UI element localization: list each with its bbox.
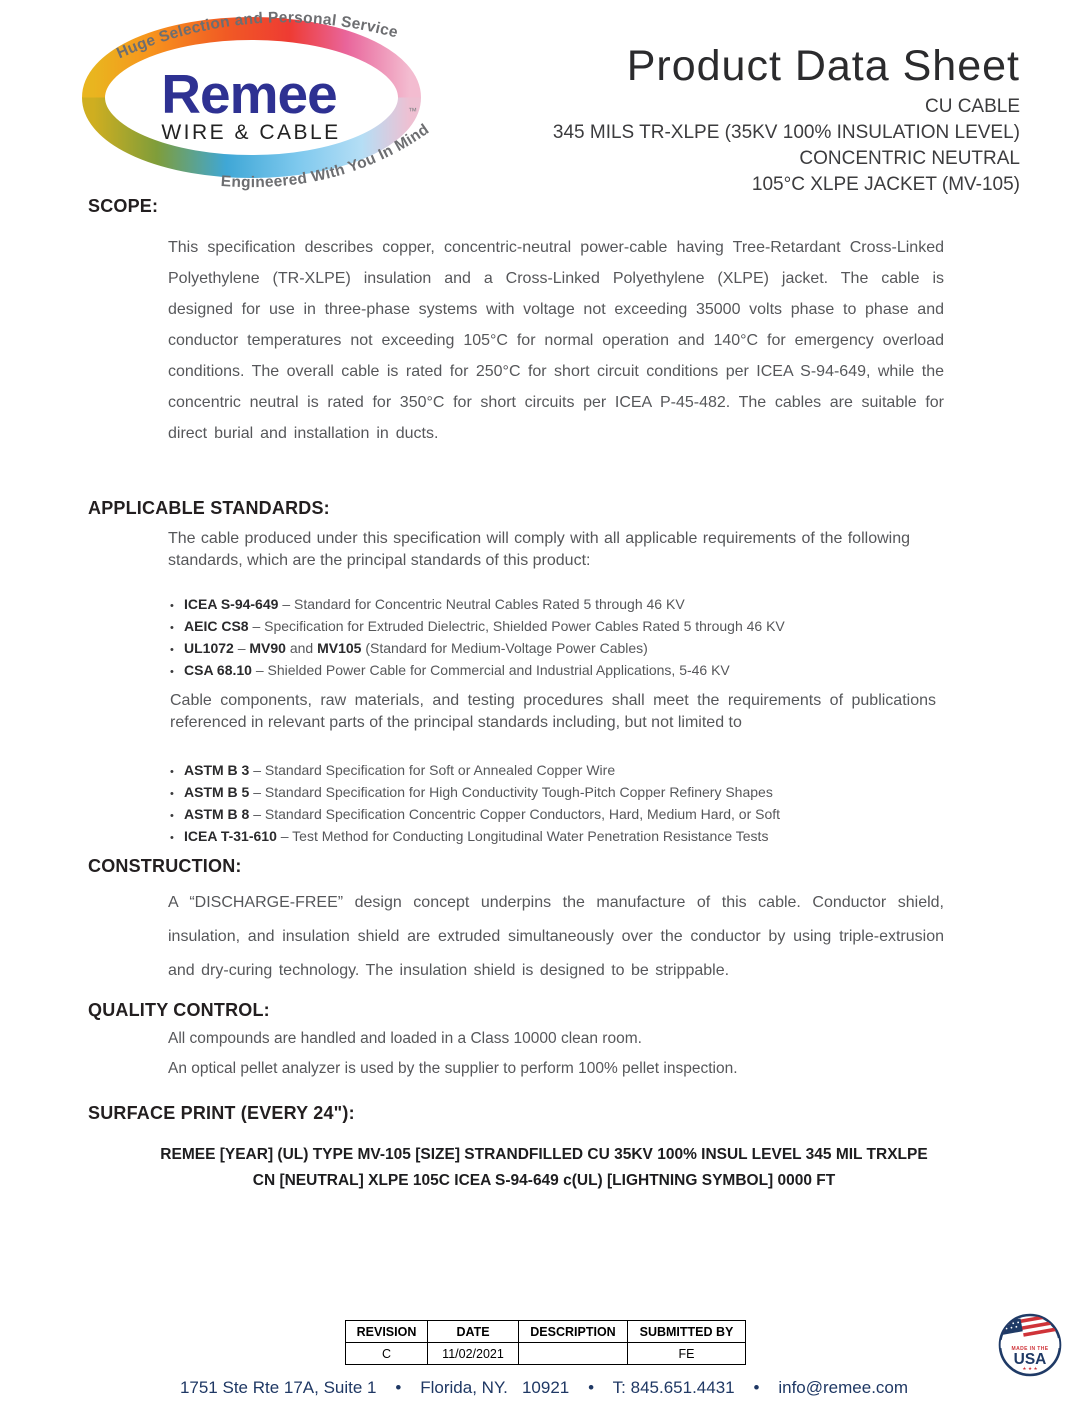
description-cell [519,1343,628,1365]
submitted-by-header-cell: SUBMITTED BY [628,1321,746,1343]
bullet-icon: • [170,600,174,612]
construction-heading: CONSTRUCTION: [88,856,242,876]
list-item: • ASTM B 3 – Standard Specification for Soft or Annealed Copper Wire [170,760,780,782]
badge-made-in-text: MADE IN THE [1011,1346,1049,1352]
page-title: Product Data Sheet [626,42,1020,90]
badge-usa-text: USA [1013,1351,1047,1368]
construction-paragraph: A “DISCHARGE-FREE” design concept underpins the manufacture of this cable. Conductor shield, insulation, and insulation shield are extruded simultaneously over the conductor by using triple-extrusion and dry-curing technology. The insulation shield is designed to be strippable. [168,894,944,979]
standards-list-2 [170,760,780,848]
list-item: • CSA 68.10 – Shielded Power Cable for Commercial and Industrial Applications, 5-46 KV [170,660,785,682]
surface-print-line: REMEE [YEAR] (UL) TYPE MV-105 [SIZE] STRANDFILLED CU 35KV 100% INSUL LEVEL 345 MIL TRXLPE [160,1146,928,1163]
logo-arc-bottom-text: Engineered With You In Mind [220,120,433,192]
logo-brand-text: Remee [161,63,337,125]
quality-heading: QUALITY CONTROL: [88,1000,270,1020]
made-in-usa-badge [997,1312,1063,1378]
list-item: • UL1072 – MV90 and MV105 (Standard for Medium-Voltage Power Cables) [170,638,785,660]
scope-heading: SCOPE: [88,196,159,216]
logo-arc-top-text: Huge Selection and Personal Service [114,9,400,63]
bullet-icon: • [170,832,174,844]
bullet-icon: • [170,666,174,678]
list-item: • ASTM B 5 – Standard Specification for High Conductivity Tough-Pitch Copper Refinery Shapes [170,782,780,804]
bullet-icon: • [170,810,174,822]
subtitle-line: CONCENTRIC NEUTRAL [799,148,1020,169]
surface-print-line: CN [NEUTRAL] XLPE 105C ICEA S-94-649 c(UL) [LIGHTNING SYMBOL] 0000 FT [252,1172,836,1189]
quality-line: An optical pellet analyzer is used by the supplier to perform 100% pellet inspection. [168,1060,738,1077]
submitted-by-cell: FE [628,1343,746,1365]
standards-middle-paragraph: Cable components, raw materials, and testing procedures shall meet the requirements of publications referenced in relevant parts of the principal standards including, but not limited to [170,692,936,731]
revision-cell: C [346,1343,428,1365]
title-block [460,42,1020,198]
quality-lines [168,1030,944,1090]
standards-intro: The cable produced under this specification will comply with all applicable requirements of the following standards, which are the principal standards of this product: [168,530,910,569]
subtitle-line: 105°C XLPE JACKET (MV-105) [751,174,1020,195]
quality-line: All compounds are handled and loaded in a Class 10000 clean room. [168,1030,642,1047]
logo-brand-subtext: WIRE & CABLE [161,121,341,144]
revision-header-cell: REVISION [346,1321,428,1343]
standards-heading: APPLICABLE STANDARDS: [88,498,330,518]
standards-list-1 [170,594,785,682]
list-item: • ICEA S-94-649 – Standard for Concentric Neutral Cables Rated 5 through 46 KV [170,594,785,616]
badge-stars: ★ ★ ★ [1022,1367,1038,1372]
revision-table-header-row [346,1321,746,1343]
revision-table [345,1320,746,1365]
footer-address: 1751 Ste Rte 17A, Suite 1 • Florida, NY. 10921 • T: 845.651.4431 • info@remee.com [179,1378,909,1397]
surface-print-heading: SURFACE PRINT (EVERY 24"): [88,1103,355,1123]
bullet-icon: • [170,788,174,800]
description-header-cell: DESCRIPTION [519,1321,628,1343]
scope-paragraph: This specification describes copper, concentric-neutral power-cable having Tree-Retardant Cross-Linked Polyethylene (TR-XLPE) insulation and a Cross-Linked Polyethylene (XLPE) jacket. The cable is designed for use in three-phase systems with voltage not exceeding 35000 volts phase to phase and conductor temperatures not exceeding 105°C for normal operation and 140°C for emergency overload conditions. The overall cable is rated for 250°C for short circuit conditions per ICEA S-94-649, while the concentric neutral is rated for 350°C for short circuits per ICEA P-45-482. The cables are suitable for direct burial and installation in ducts. [168,239,944,442]
list-item: • AEIC CS8 – Specification for Extruded Dielectric, Shielded Power Cables Rated 5 through 46 KV [170,616,785,638]
bullet-icon: • [170,622,174,634]
subtitle-line: 345 MILS TR-XLPE (35KV 100% INSULATION LEVEL) [552,122,1020,143]
bullet-icon: • [170,644,174,656]
remee-logo [78,2,440,202]
bullet-icon: • [170,766,174,778]
surface-print-text [69,1142,1019,1194]
subtitle-line: CU CABLE [924,96,1020,117]
revision-table-data-row [346,1343,746,1365]
list-item: • ASTM B 8 – Standard Specification Concentric Copper Conductors, Hard, Medium Hard, or Soft [170,804,780,826]
date-cell: 11/02/2021 [428,1343,519,1365]
date-header-cell: DATE [428,1321,519,1343]
list-item: • ICEA T-31-610 – Test Method for Conducting Longitudinal Water Penetration Resistance Tests [170,826,780,848]
trademark-symbol: ™ [408,106,417,116]
